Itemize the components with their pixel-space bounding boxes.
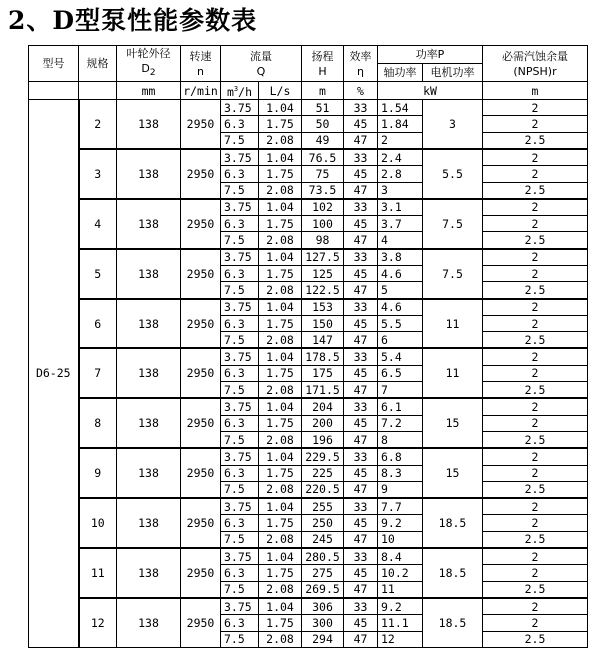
shaft-power-cell: 8.4 (378, 548, 423, 565)
head-cell: 75 (302, 166, 344, 182)
impeller-diameter-cell: 138 (117, 299, 181, 349)
npsh-cell: 2.5 (483, 182, 588, 199)
flow-m3h-cell: 7.5 (221, 581, 259, 598)
efficiency-cell: 47 (344, 581, 378, 598)
flow-m3h-cell: 7.5 (221, 232, 259, 249)
flow-ls-cell: 1.04 (259, 299, 302, 316)
flow-m3h-cell: 6.3 (221, 365, 259, 381)
flow-m3h-cell: 3.75 (221, 448, 259, 465)
npsh-cell: 2 (483, 515, 588, 531)
shaft-power-cell: 3.1 (378, 199, 423, 216)
head-cell: 125 (302, 265, 344, 281)
header-impeller: 叶轮外径 $D_2$ (117, 46, 181, 82)
efficiency-cell: 33 (344, 249, 378, 266)
shaft-power-cell: 4 (378, 232, 423, 249)
motor-power-cell: 11 (423, 299, 483, 349)
flow-ls-cell: 2.08 (259, 431, 302, 448)
spec-cell: 6 (79, 299, 117, 349)
unit-head: m (302, 82, 344, 100)
shaft-power-cell: 1.84 (378, 116, 423, 132)
head-cell: 98 (302, 232, 344, 249)
speed-cell: 2950 (181, 548, 221, 598)
flow-ls-cell: 1.04 (259, 498, 302, 515)
npsh-cell: 2 (483, 398, 588, 415)
npsh-cell: 2.5 (483, 132, 588, 149)
motor-power-cell: 18.5 (423, 598, 483, 647)
shaft-power-cell: 8 (378, 431, 423, 448)
efficiency-cell: 47 (344, 481, 378, 498)
header-model: 型号 (29, 46, 79, 82)
head-cell: 175 (302, 365, 344, 381)
flow-m3h-cell: 7.5 (221, 382, 259, 399)
efficiency-cell: 33 (344, 149, 378, 166)
npsh-cell: 2 (483, 498, 588, 515)
head-cell: 100 (302, 216, 344, 232)
flow-ls-cell: 1.04 (259, 249, 302, 266)
header-head: 扬程 H (302, 46, 344, 82)
impeller-diameter-cell: 138 (117, 448, 181, 498)
unit-flow-m3h: $m^3/h$ (221, 82, 259, 100)
flow-m3h-cell: 3.75 (221, 100, 259, 116)
shaft-power-cell: 7.2 (378, 415, 423, 431)
shaft-power-cell: 2.4 (378, 149, 423, 166)
speed-cell: 2950 (181, 448, 221, 498)
unit-impeller: mm (117, 82, 181, 100)
motor-power-cell: 11 (423, 348, 483, 398)
speed-cell: 2950 (181, 100, 221, 149)
impeller-diameter-cell: 138 (117, 498, 181, 548)
impeller-diameter-cell: 138 (117, 598, 181, 647)
speed-cell: 2950 (181, 199, 221, 249)
head-cell: 275 (302, 565, 344, 581)
motor-power-cell: 7.5 (423, 199, 483, 249)
shaft-power-cell: 3.8 (378, 249, 423, 266)
header-flow: 流量 Q (221, 46, 302, 82)
shaft-power-cell: 5 (378, 282, 423, 299)
flow-m3h-cell: 6.3 (221, 615, 259, 631)
flow-m3h-cell: 3.75 (221, 149, 259, 166)
header-efficiency: 效率 η (344, 46, 378, 82)
npsh-cell: 2.5 (483, 431, 588, 448)
efficiency-cell: 33 (344, 598, 378, 615)
npsh-cell: 2.5 (483, 581, 588, 598)
head-cell: 51 (302, 100, 344, 116)
flow-m3h-cell: 3.75 (221, 348, 259, 365)
shaft-power-cell: 1.54 (378, 100, 423, 116)
npsh-cell: 2 (483, 348, 588, 365)
speed-cell: 2950 (181, 348, 221, 398)
flow-m3h-cell: 3.75 (221, 199, 259, 216)
npsh-cell: 2 (483, 299, 588, 316)
flow-ls-cell: 1.75 (259, 415, 302, 431)
flow-ls-cell: 2.08 (259, 631, 302, 647)
shaft-power-cell: 2 (378, 132, 423, 149)
spec-cell: 11 (79, 548, 117, 598)
flow-ls-cell: 2.08 (259, 332, 302, 349)
head-cell: 300 (302, 615, 344, 631)
flow-ls-cell: 2.08 (259, 232, 302, 249)
table-row (29, 100, 588, 116)
flow-m3h-cell: 7.5 (221, 332, 259, 349)
npsh-cell: 2 (483, 166, 588, 182)
flow-ls-cell: 2.08 (259, 481, 302, 498)
efficiency-cell: 47 (344, 282, 378, 299)
efficiency-cell: 47 (344, 132, 378, 149)
efficiency-cell: 47 (344, 182, 378, 199)
flow-ls-cell: 1.04 (259, 598, 302, 615)
flow-ls-cell: 1.75 (259, 315, 302, 331)
flow-ls-cell: 1.04 (259, 199, 302, 216)
flow-m3h-cell: 3.75 (221, 249, 259, 266)
efficiency-cell: 47 (344, 431, 378, 448)
performance-table (28, 45, 588, 648)
npsh-cell: 2.5 (483, 282, 588, 299)
shaft-power-cell: 9.2 (378, 598, 423, 615)
flow-ls-cell: 1.04 (259, 100, 302, 116)
table-row (29, 398, 588, 415)
header-shaft-power: 轴功率 (378, 64, 423, 82)
flow-ls-cell: 2.08 (259, 581, 302, 598)
head-cell: 220.5 (302, 481, 344, 498)
flow-m3h-cell: 6.3 (221, 166, 259, 182)
efficiency-cell: 45 (344, 615, 378, 631)
document-title: 2、D型泵性能参数表 (8, 6, 258, 35)
flow-ls-cell: 1.75 (259, 565, 302, 581)
head-cell: 255 (302, 498, 344, 515)
flow-m3h-cell: 6.3 (221, 465, 259, 481)
flow-ls-cell: 1.04 (259, 448, 302, 465)
table-row (29, 598, 588, 615)
model-cell: D6-25 (29, 100, 79, 648)
flow-ls-cell: 1.75 (259, 265, 302, 281)
efficiency-cell: 45 (344, 465, 378, 481)
efficiency-cell: 45 (344, 515, 378, 531)
efficiency-cell: 33 (344, 299, 378, 316)
npsh-cell: 2 (483, 149, 588, 166)
impeller-diameter-cell: 138 (117, 249, 181, 299)
head-cell: 250 (302, 515, 344, 531)
flow-m3h-cell: 7.5 (221, 481, 259, 498)
shaft-power-cell: 6.1 (378, 398, 423, 415)
flow-m3h-cell: 3.75 (221, 548, 259, 565)
speed-cell: 2950 (181, 149, 221, 199)
head-cell: 171.5 (302, 382, 344, 399)
flow-m3h-cell: 7.5 (221, 282, 259, 299)
flow-ls-cell: 1.04 (259, 149, 302, 166)
unit-speed: r/min (181, 82, 221, 100)
npsh-cell: 2 (483, 415, 588, 431)
table-row (29, 498, 588, 515)
shaft-power-cell: 4.6 (378, 299, 423, 316)
shaft-power-cell: 6.8 (378, 448, 423, 465)
efficiency-cell: 33 (344, 348, 378, 365)
efficiency-cell: 47 (344, 631, 378, 647)
efficiency-cell: 47 (344, 382, 378, 399)
head-cell: 225 (302, 465, 344, 481)
npsh-cell: 2 (483, 249, 588, 266)
head-cell: 196 (302, 431, 344, 448)
npsh-cell: 2 (483, 448, 588, 465)
efficiency-cell: 47 (344, 232, 378, 249)
motor-power-cell: 15 (423, 398, 483, 448)
spec-cell: 5 (79, 249, 117, 299)
motor-power-cell: 18.5 (423, 548, 483, 598)
flow-ls-cell: 2.08 (259, 132, 302, 149)
npsh-cell: 2 (483, 598, 588, 615)
spec-cell: 7 (79, 348, 117, 398)
efficiency-cell: 33 (344, 199, 378, 216)
motor-power-cell: 5.5 (423, 149, 483, 199)
header-speed: 转速 n (181, 46, 221, 82)
spec-cell: 3 (79, 149, 117, 199)
motor-power-cell: 18.5 (423, 498, 483, 548)
spec-cell: 10 (79, 498, 117, 548)
head-cell: 229.5 (302, 448, 344, 465)
motor-power-cell: 3 (423, 100, 483, 149)
flow-ls-cell: 2.08 (259, 382, 302, 399)
head-cell: 294 (302, 631, 344, 647)
flow-ls-cell: 1.75 (259, 166, 302, 182)
flow-m3h-cell: 7.5 (221, 531, 259, 548)
head-cell: 50 (302, 116, 344, 132)
flow-ls-cell: 1.04 (259, 548, 302, 565)
shaft-power-cell: 4.6 (378, 265, 423, 281)
efficiency-cell: 33 (344, 448, 378, 465)
efficiency-cell: 47 (344, 531, 378, 548)
npsh-cell: 2 (483, 565, 588, 581)
flow-m3h-cell: 6.3 (221, 515, 259, 531)
flow-m3h-cell: 7.5 (221, 431, 259, 448)
flow-ls-cell: 1.75 (259, 515, 302, 531)
flow-m3h-cell: 6.3 (221, 265, 259, 281)
flow-m3h-cell: 6.3 (221, 315, 259, 331)
head-cell: 127.5 (302, 249, 344, 266)
npsh-cell: 2.5 (483, 382, 588, 399)
flow-m3h-cell: 7.5 (221, 631, 259, 647)
speed-cell: 2950 (181, 498, 221, 548)
head-cell: 178.5 (302, 348, 344, 365)
npsh-cell: 2.5 (483, 531, 588, 548)
flow-ls-cell: 2.08 (259, 531, 302, 548)
efficiency-cell: 33 (344, 398, 378, 415)
head-cell: 102 (302, 199, 344, 216)
unit-flow-ls: L/s (259, 82, 302, 100)
head-cell: 122.5 (302, 282, 344, 299)
impeller-diameter-cell: 138 (117, 348, 181, 398)
speed-cell: 2950 (181, 398, 221, 448)
npsh-cell: 2 (483, 100, 588, 116)
shaft-power-cell: 3.7 (378, 216, 423, 232)
table-row (29, 249, 588, 266)
flow-ls-cell: 1.04 (259, 398, 302, 415)
shaft-power-cell: 11 (378, 581, 423, 598)
speed-cell: 2950 (181, 598, 221, 647)
flow-ls-cell: 1.75 (259, 116, 302, 132)
shaft-power-cell: 6.5 (378, 365, 423, 381)
table-row (29, 299, 588, 316)
efficiency-cell: 33 (344, 548, 378, 565)
efficiency-cell: 45 (344, 315, 378, 331)
spec-cell: 12 (79, 598, 117, 647)
head-cell: 150 (302, 315, 344, 331)
header-npsh: 必需汽蚀余量 (NPSH)r (483, 46, 588, 82)
npsh-cell: 2.5 (483, 631, 588, 647)
flow-m3h-cell: 3.75 (221, 398, 259, 415)
efficiency-cell: 45 (344, 565, 378, 581)
npsh-cell: 2 (483, 465, 588, 481)
head-cell: 269.5 (302, 581, 344, 598)
npsh-cell: 2.5 (483, 232, 588, 249)
head-cell: 245 (302, 531, 344, 548)
table-row (29, 348, 588, 365)
spec-cell: 2 (79, 100, 117, 149)
npsh-cell: 2 (483, 548, 588, 565)
efficiency-cell: 45 (344, 116, 378, 132)
speed-cell: 2950 (181, 299, 221, 349)
shaft-power-cell: 8.3 (378, 465, 423, 481)
flow-m3h-cell: 3.75 (221, 299, 259, 316)
shaft-power-cell: 5.5 (378, 315, 423, 331)
table-row (29, 448, 588, 465)
efficiency-cell: 33 (344, 498, 378, 515)
shaft-power-cell: 3 (378, 182, 423, 199)
unit-npsh: m (483, 82, 588, 100)
npsh-cell: 2 (483, 216, 588, 232)
shaft-power-cell: 10 (378, 531, 423, 548)
shaft-power-cell: 9.2 (378, 515, 423, 531)
flow-ls-cell: 1.75 (259, 615, 302, 631)
flow-m3h-cell: 6.3 (221, 565, 259, 581)
shaft-power-cell: 9 (378, 481, 423, 498)
head-cell: 153 (302, 299, 344, 316)
efficiency-cell: 45 (344, 166, 378, 182)
flow-ls-cell: 2.08 (259, 282, 302, 299)
flow-m3h-cell: 7.5 (221, 182, 259, 199)
table-row (29, 199, 588, 216)
unit-spec (79, 82, 117, 100)
spec-cell: 9 (79, 448, 117, 498)
efficiency-cell: 45 (344, 216, 378, 232)
flow-ls-cell: 1.75 (259, 365, 302, 381)
spec-cell: 4 (79, 199, 117, 249)
motor-power-cell: 7.5 (423, 249, 483, 299)
npsh-cell: 2 (483, 265, 588, 281)
motor-power-cell: 15 (423, 448, 483, 498)
flow-m3h-cell: 6.3 (221, 415, 259, 431)
spec-cell: 8 (79, 398, 117, 448)
head-cell: 73.5 (302, 182, 344, 199)
header-motor-power: 电机功率 (423, 64, 483, 82)
efficiency-cell: 45 (344, 265, 378, 281)
flow-ls-cell: 1.75 (259, 465, 302, 481)
efficiency-cell: 45 (344, 365, 378, 381)
impeller-diameter-cell: 138 (117, 398, 181, 448)
unit-model (29, 82, 79, 100)
flow-ls-cell: 1.04 (259, 348, 302, 365)
shaft-power-cell: 5.4 (378, 348, 423, 365)
header-spec: 规格 (79, 46, 117, 82)
shaft-power-cell: 10.2 (378, 565, 423, 581)
header-power: 功率P (378, 46, 483, 64)
impeller-diameter-cell: 138 (117, 100, 181, 149)
flow-m3h-cell: 3.75 (221, 498, 259, 515)
unit-efficiency: % (344, 82, 378, 100)
impeller-diameter-cell: 138 (117, 548, 181, 598)
shaft-power-cell: 11.1 (378, 615, 423, 631)
efficiency-cell: 33 (344, 100, 378, 116)
speed-cell: 2950 (181, 249, 221, 299)
head-cell: 147 (302, 332, 344, 349)
table-row (29, 149, 588, 166)
head-cell: 306 (302, 598, 344, 615)
head-cell: 280.5 (302, 548, 344, 565)
shaft-power-cell: 2.8 (378, 166, 423, 182)
shaft-power-cell: 7 (378, 382, 423, 399)
unit-power: kW (378, 82, 483, 100)
shaft-power-cell: 12 (378, 631, 423, 647)
efficiency-cell: 45 (344, 415, 378, 431)
flow-m3h-cell: 6.3 (221, 116, 259, 132)
table-body (29, 100, 588, 648)
npsh-cell: 2.5 (483, 481, 588, 498)
shaft-power-cell: 7.7 (378, 498, 423, 515)
flow-m3h-cell: 6.3 (221, 216, 259, 232)
head-cell: 204 (302, 398, 344, 415)
npsh-cell: 2 (483, 116, 588, 132)
head-cell: 49 (302, 132, 344, 149)
flow-ls-cell: 2.08 (259, 182, 302, 199)
npsh-cell: 2 (483, 199, 588, 216)
impeller-diameter-cell: 138 (117, 149, 181, 199)
head-cell: 76.5 (302, 149, 344, 166)
npsh-cell: 2.5 (483, 332, 588, 349)
npsh-cell: 2 (483, 315, 588, 331)
flow-m3h-cell: 3.75 (221, 598, 259, 615)
npsh-cell: 2 (483, 365, 588, 381)
table-row (29, 548, 588, 565)
npsh-cell: 2 (483, 615, 588, 631)
efficiency-cell: 47 (344, 332, 378, 349)
flow-m3h-cell: 7.5 (221, 132, 259, 149)
flow-ls-cell: 1.75 (259, 216, 302, 232)
head-cell: 200 (302, 415, 344, 431)
shaft-power-cell: 6 (378, 332, 423, 349)
impeller-diameter-cell: 138 (117, 199, 181, 249)
